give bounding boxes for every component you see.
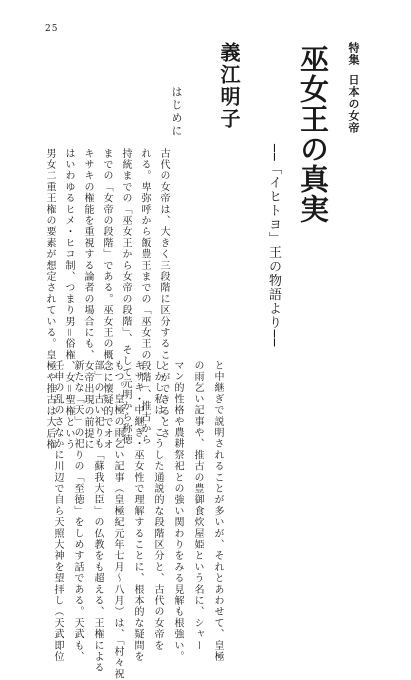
body-column: までの「女帝の段階」である。巫女王の概念に懐疑的でオオ <box>101 148 112 451</box>
article-title: 巫女王の真実 <box>296 44 330 224</box>
section-heading: はじめに <box>170 86 183 138</box>
body-column: 部」の古い祀りも「蘇我大臣」の仏教をも超える、王権による <box>92 360 103 674</box>
body-column: しかし私は、こうした通説的な段階区分と、古代の女帝を <box>152 360 163 652</box>
body-column: もつ。皇極の雨乞い記事（皇極紀元年七月〜八月）は、「村々祝 <box>112 360 123 680</box>
body-column: 壬申の乱のさなかに川辺で自ら天照大神を望拝し（天武即位 <box>52 360 63 663</box>
page-number: 25 <box>45 24 59 34</box>
body-column: マン的性格や農耕祭祀との強い関わりをみる見解も根強い。 <box>172 360 183 663</box>
body-column: 男女二重王権の要素が想定されている。皇極や推古は大后権 <box>44 148 55 451</box>
body-column: 古代の女帝は、大きく三段階に区分することができるとさ <box>158 148 169 440</box>
article-subtitle: ──「イヒトヨ」王の物語より── <box>266 144 281 348</box>
body-column: と中継ぎで説明されることが多いが、それとあわせて、皇極 <box>212 360 223 663</box>
series-label-secondary: 日本の女帝 <box>347 74 360 134</box>
body-column: 新たな「天」の祀りの「至徳」をしめす話である。天武も、 <box>72 360 83 663</box>
author-name: 義江明子 <box>217 42 241 130</box>
body-column: キサキ・中継ぎ・巫女性で理解することに、根本的な疑問を <box>132 360 143 663</box>
body-column: はいわゆるヒメ・ヒコ制、つまり男＝俗権、女＝聖権という <box>63 148 74 451</box>
series-label <box>345 42 361 134</box>
series-label-primary: 特集 <box>347 42 360 66</box>
body-column: キサキの権能を重視する論者の場合にも、女帝出現の前提に <box>82 148 93 451</box>
body-column: れる。卑弥呼から飯豊王までの「巫女王の段階」、推古から <box>139 148 150 446</box>
body-column: 持統までの「巫女王から女帝の段階」、そして元明から称徳 <box>120 148 131 446</box>
body-column: の雨乞い記事や、推古の豊御食炊屋姫という名に、シャー <box>192 360 203 652</box>
